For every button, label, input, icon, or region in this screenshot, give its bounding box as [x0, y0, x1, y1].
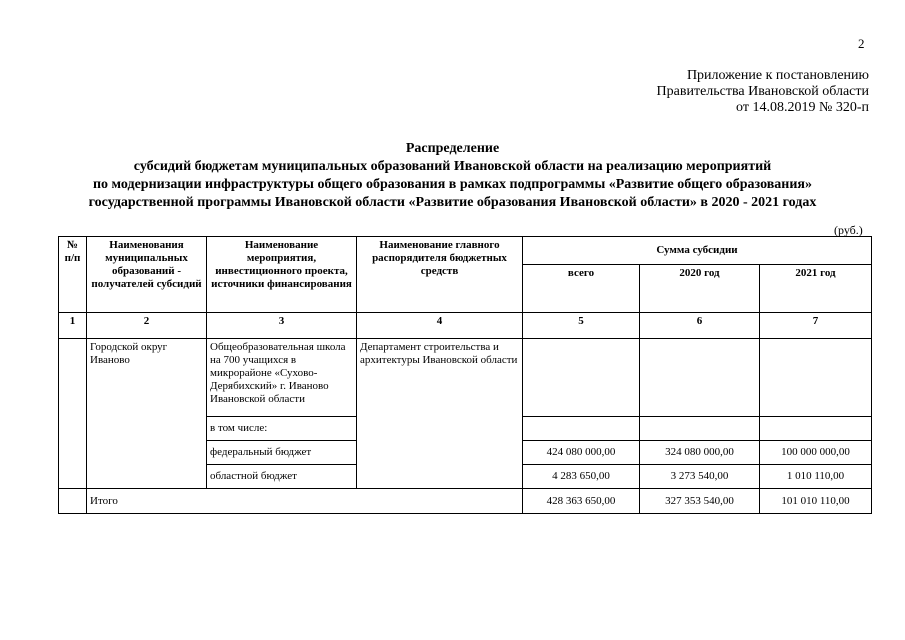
- total-num-cell: [59, 489, 87, 514]
- including-label: в том числе:: [207, 417, 357, 441]
- regional-2020: 3 273 540,00: [640, 465, 760, 489]
- total-sum: 428 363 650,00: [523, 489, 640, 514]
- col-number-4: 4: [357, 313, 523, 339]
- approval-line-2: Правительства Ивановской области: [656, 84, 869, 99]
- including-2021-cell: [760, 417, 872, 441]
- col-number-2: 2: [87, 313, 207, 339]
- col-number-6: 6: [640, 313, 760, 339]
- subsidy-table: [58, 236, 872, 514]
- project-2021-cell: [760, 339, 872, 417]
- approval-line-3: от 14.08.2019 № 320-п: [736, 100, 869, 115]
- federal-2021: 100 000 000,00: [760, 441, 872, 465]
- header-administrator: Наименование главного распорядителя бюджетных средств: [357, 237, 523, 313]
- municipality-cell: Городской округ Иваново: [87, 339, 207, 489]
- col-number-5: 5: [523, 313, 640, 339]
- col-number-3: 3: [207, 313, 357, 339]
- regional-total: 4 283 650,00: [523, 465, 640, 489]
- federal-2020: 324 080 000,00: [640, 441, 760, 465]
- federal-total: 424 080 000,00: [523, 441, 640, 465]
- including-2020-cell: [640, 417, 760, 441]
- title-line-3: по модернизации инфраструктуры общего образования в рамках подпрограммы «Развитие общего образования»: [92, 177, 813, 192]
- header-project: Наименование мероприятия, инвестиционного проекта, источники финансирования: [207, 237, 357, 313]
- col-number-1: 1: [59, 313, 87, 339]
- total-row: [59, 489, 872, 514]
- document-title: [30, 140, 875, 212]
- column-number-row: [59, 313, 872, 339]
- title-line-1: Распределение: [405, 141, 500, 156]
- page-number: 2: [858, 36, 865, 51]
- project-row: [59, 339, 872, 417]
- col-number-7: 7: [760, 313, 872, 339]
- project-2020-cell: [640, 339, 760, 417]
- header-2021: 2021 год: [760, 265, 872, 313]
- including-total-cell: [523, 417, 640, 441]
- administrator-cell: Департамент строительства и архитектуры Ивановской области: [357, 339, 523, 489]
- header-total: всего: [523, 265, 640, 313]
- total-label: Итого: [87, 489, 523, 514]
- currency-note: (руб.): [834, 223, 863, 237]
- header-subsidy-sum: Сумма субсидии: [523, 237, 872, 265]
- total-2020: 327 353 540,00: [640, 489, 760, 514]
- approval-line-1: Приложение к постановлению: [686, 68, 869, 83]
- header-row-1: [59, 237, 872, 265]
- project-total-cell: [523, 339, 640, 417]
- project-cell: Общеобразовательная школа на 700 учащихся в микрорайоне «Сухово-Дерябихский» г. Иваново Ивановской области: [207, 339, 357, 417]
- header-num: № п/п: [59, 237, 87, 313]
- title-line-4: государственной программы Ивановской области «Развитие образования Ивановской области» в 2020 - 2021 годах: [88, 195, 817, 210]
- total-2021: 101 010 110,00: [760, 489, 872, 514]
- federal-label: федеральный бюджет: [207, 441, 357, 465]
- row-num-cell: [59, 339, 87, 489]
- title-line-2: субсидий бюджетам муниципальных образований Ивановской области на реализацию мероприятий: [133, 159, 772, 174]
- regional-2021: 1 010 110,00: [760, 465, 872, 489]
- approval-block: [657, 68, 869, 116]
- regional-label: областной бюджет: [207, 465, 357, 489]
- header-municipality: Наименования муниципальных образований - получателей субсидий: [87, 237, 207, 313]
- header-2020: 2020 год: [640, 265, 760, 313]
